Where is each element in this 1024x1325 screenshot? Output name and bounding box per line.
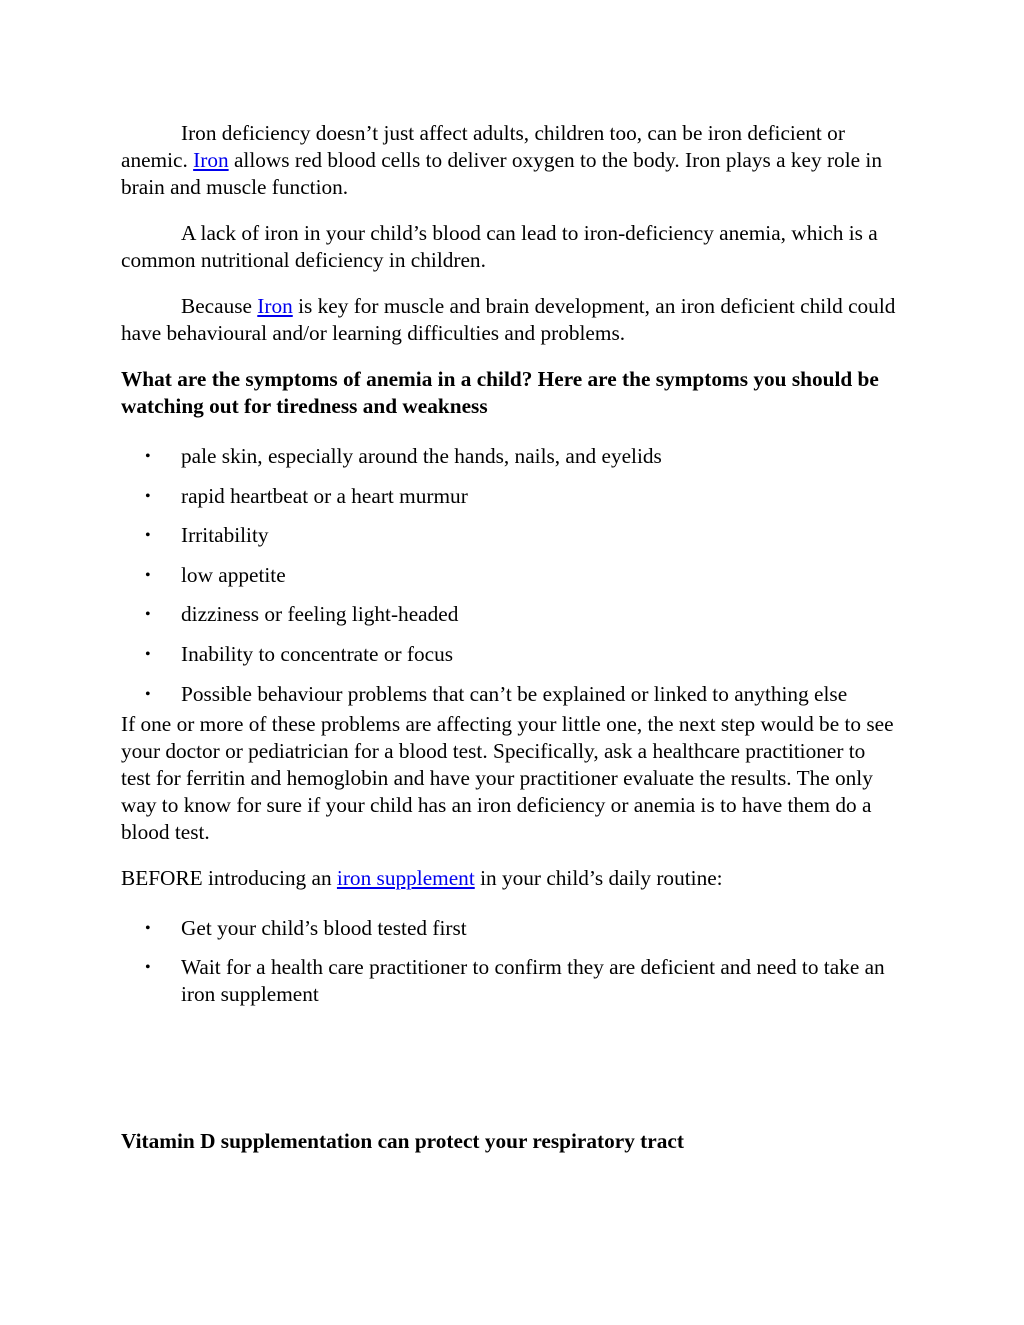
anemia-paragraph: A lack of iron in your child’s blood can lead to iron-deficiency anemia, which is a common nutritional deficiency in children. (121, 221, 878, 272)
bullet-icon: • (145, 487, 151, 505)
iron-link-2[interactable]: Iron (257, 294, 293, 318)
advice-paragraph: If one or more of these problems are affecting your little one, the next step would be to see your doctor or pediatrician for a blood test. Specifically, ask a healthcare practitioner to test for ferritin and hemoglobin and have your practitioner evaluate the results. The only way to know for sure if your child has an iron deficiency or anemia is to have them do a blood test. (121, 711, 894, 844)
list-item (121, 562, 896, 589)
list-item-text: pale skin, especially around the hands, nails, and eyelids (181, 444, 662, 468)
list-item-text: dizziness or feeling light-headed (181, 602, 459, 627)
symptoms-list (121, 443, 896, 708)
list-item-text: Wait for a health care practitioner to confirm they are deficient and need to take an iron supplement (181, 955, 885, 1007)
list-item (121, 915, 896, 942)
list-item (121, 641, 896, 668)
list-item-text: Possible behaviour problems that can’t be explained or linked to anything else (181, 681, 848, 706)
iron-link[interactable]: Iron (193, 148, 229, 172)
bullet-icon: • (145, 645, 151, 663)
list-item (121, 483, 896, 510)
intro-text-end: allows red blood cells to deliver oxygen to the body. Iron plays a key role in brain and muscle function. (121, 148, 882, 199)
development-text-end: is key for muscle and brain development, an iron deficient child could have behavioural and/or learning difficulties and problems. (121, 294, 896, 345)
list-item (121, 681, 896, 708)
list-item (121, 601, 896, 628)
document-page (121, 120, 896, 1008)
intro-paragraph (121, 120, 896, 201)
development-text-start: Because (181, 294, 258, 318)
list-item (121, 522, 896, 549)
development-paragraph (121, 293, 896, 347)
bullet-icon: • (145, 448, 151, 465)
bullet-icon: • (145, 919, 151, 937)
list-item-text: Irritability (181, 523, 269, 548)
list-item (121, 443, 896, 470)
bullet-icon: • (145, 959, 151, 977)
before-list (121, 915, 896, 1009)
bullet-icon: • (145, 527, 151, 545)
intro-text-start: Iron deficiency doesn’t just affect adults, children too, can be iron deficient or anemic. (121, 121, 845, 172)
list-item-text: Inability to concentrate or focus (181, 641, 454, 666)
bullet-icon: • (145, 685, 151, 703)
before-text-start: BEFORE introducing an (121, 865, 337, 890)
before-paragraph (121, 865, 896, 892)
before-text-end: in your child’s daily routine: (474, 865, 723, 890)
list-item (121, 954, 896, 1008)
list-item-text: Get your child’s blood tested first (181, 915, 467, 940)
list-item-text: low appetite (181, 562, 286, 587)
list-item-text: rapid heartbeat or a heart murmur (181, 483, 468, 508)
bullet-icon: • (145, 606, 151, 624)
vitamin-d-heading: Vitamin D supplementation can protect your respiratory tract (121, 1129, 684, 1153)
bullet-icon: • (145, 566, 151, 584)
iron-supplement-link[interactable]: iron supplement (336, 865, 475, 890)
symptoms-heading: What are the symptoms of anemia in a child? Here are the symptoms you should be watching out for tiredness and weakness (121, 367, 879, 418)
